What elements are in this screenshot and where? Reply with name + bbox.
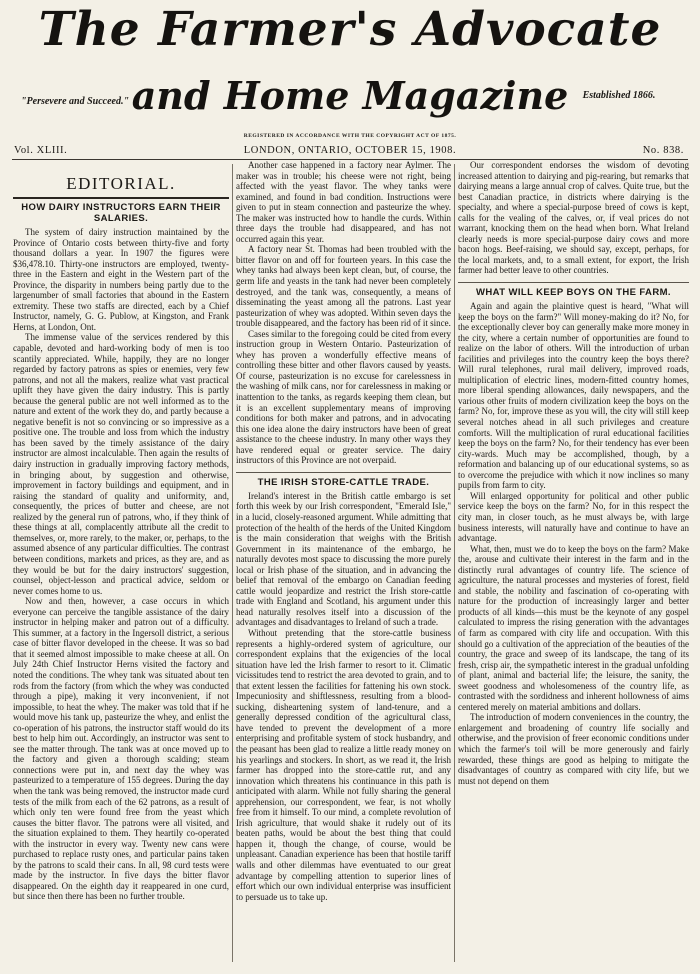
copyright-notice: REGISTERED IN ACCORDANCE WITH THE COPYRIGHT ACT OF 1875. xyxy=(243,133,457,139)
article-paragraph: The system of dairy instruction maintained by the Province of Ontario costs between thirty-five and forty thousand dollars a year. In 1907 the figures were $36,478.10. Thirty-one instructors are employed, twenty-three in the Eastern and eight in the Western part of the Province, the disparity in numbers being partly due to the largenumber of small factories that abound in the Eastern extremity. These two staffs are directed, each by a Chief Instructor, namely, G. G. Publow, at Kingston, and Frank Herns, at London, Ont. xyxy=(13,227,229,332)
article-paragraph: A factory near St. Thomas had been troubled with the bitter flavor on and off for fourteen years. In this case the whey tanks had always been kept clean, but, of course, the germ life and yeasts in the tank had never been completely destroyed, and the tank was, consequently, a means of disseminating the yeast among all the patrons. Last year pasteurization of whey was adopted. Within seven days the trouble disappeared, and the factory has been rid of it since. xyxy=(236,244,451,329)
article-paragraph: The introduction of modern conveniences in the country, the enlargement and broadening of country life socially and otherwise, and the provision of freer economic conditions under which the farmer's toil will be more generously and fairly rewarded, these things are good as helping to mitigate the disadvantages of country as compared with city life, but we must not depend on them xyxy=(458,712,689,786)
column-3 xyxy=(458,160,689,968)
section-rule xyxy=(13,197,229,199)
masthead-subtitle: and Home Magazine xyxy=(131,73,569,118)
article-divider xyxy=(458,282,689,283)
volume-number: Vol. XLIII. xyxy=(14,145,68,156)
article-paragraph: What, then, must we do to keep the boys on the farm? Make the, arouse and cultivate their interest in the farm and in the distinctly rural advantages of country life. The science of agriculture, the natural processes and mysteries of forest, field and stable, the nobility and fascination of co-operating with nature for the production of increasingly larger and better products of all kinds—this must be the keynote of any gospel calculated to impress the rising generation with the advantages of farm as compared with city life and occupation. With this should go a cultivation of the appreciation of the beauties of the country, the grace and sweep of its landscape, the tang of its fresh, crisp air, the sympathetic interest in the gradual unfolding of plant, animal and bacterial life; the leisure, the sanity, the sweet goodness and wholesomeness of the country life, as contrasted with the sordidness and inherent hollowness of aims centered merely on material ambitions and dollars. xyxy=(458,543,689,712)
article-paragraph: Without pretending that the store-cattle business represents a highly-ordered system of agriculture, our correspondent explains that the exigencies of the local situation have led the Irish farmer to resort to it. Climatic vicissitudes tend to restrict the area devoted to grain, and to that extent lessen the facilities for fattening his own stock. Impecuniosity and shiftlessness, resulting from a blood-sucking, disheartening system of land-tenure, and a generally depressed condition of the agricultural class, have tended to prevent the development of a more enterprising and profitable system of stock husbandry, and the peasant has been glad to realize a little ready money on his yearlings and stockers. In short, as we read it, the Irish farmer has dropped into the store-cattle rut, and any innovation which threatens his continuance in this path is anticipated with alarm. While not fully sharing the general apprehension, our correspondent, we fear, is not wholly free from it himself. To our mind, a complete revolution of Irish agriculture, that would shake it rudely out of its beaten paths, would be about the best thing that could happen it, though the change, of course, would be unpleasant. Canadian experience has been that hostile tariff walls and other dilemmas have eventuated to our great advantage by compelling attention to superior lines of effort which our own individual enterprise was insufficient to persuade us to take up. xyxy=(236,627,451,902)
article-paragraph: The immense value of the services rendered by this capable, devoted and hard-working body of men is too scantily appreciated. While, happily, they are no longer regarded by factory patrons as spies or enemies, very few patrons, and not all the makers, realize what vast practical uplift they have given the dairy industry. This is partly because the general public are not well informed as to the nature and extent of the work they do, and partly because a negative benefit is not so convincing or so impressive as a positive one. The trouble and loss from which the industry has been saved by the timely assistance of the dairy instructor are almost incalculable. Then again the results of dairy instruction in gradually improving factory methods, in bringing about, by suggestion and otherwise, improvement in factory buildings and equipment, and in raising the standard of quality and uniformity, and, consequently, the prices of butter and cheese, are not realized by the general run of patrons, who, if they think of these things at all, complacently attribute all the credit to themselves, or, more rarely, to the maker, or, perhaps, to the assumed absence of any particular difficulties. The contrast between conditions, markets and prices, as they are, and as they would be but for the dairy instructors' suggestion, counsel, object-lesson and practical advice, seldom or never comes home to us. xyxy=(13,332,229,596)
article-title-boys-on-farm: WHAT WILL KEEP BOYS ON THE FARM. xyxy=(476,287,671,299)
column-rule xyxy=(454,164,455,962)
issue-number: No. 838. xyxy=(642,145,684,156)
article-paragraph: Our correspondent endorses the wisdom of devoting increased attention to dairying and pig-rearing, but remarks that dairying means a large annual crop of calves. Quite true, but the best Canadian practice, in districts where dairying is the specialty, and where a special-purpose breed of cows is kept, calls for the vealing of the calves, or, if veal prices do not warrant, knocking them on the head when born. What Ireland clearly needs is more special-purpose dairy cows and more bacon hogs. Beef-raising, we should say, except, perhaps, for the local markets, and, to a small extent, for export, the Irish farmer had better leave to other countries. xyxy=(458,160,689,276)
column-2 xyxy=(236,160,451,968)
article-paragraph: Now and then, however, a case occurs in which everyone can perceive the tangible assistance of the dairy instructor in helping maker and patron out of a difficulty. This summer, at a factory in the Ingersoll district, a serious case of bitter flavor developed in the cheese. It was so bad that it seemed almost impossible to make cheese at all. On July 24th Chief Instructor Herns visited the factory and noted the conditions. The whey tank was situated about ten rods from the factory (from which the whey was conducted through a pipe), making it very inconvenient, if not impossible, to heat the whey. The maker was told that if he would move his tank up, pasteurize the whey, and enlist the co-operation of his patrons, the instructor staff would do its best to help him out. Accordingly, an instructor was sent to see the matter through. The tank was at once moved up to the factory and given a thorough scalding; steam connections were put in, and next day the whey was pasteurized to a temperature of 155 degrees. During the day when the tank was being removed, the instructor made curd tests of the milk from each of the 62 patrons, as a result of which only ten were found free from the yeast which causes the bitter flavor. The patrons were all visited, and the situation explained to them. They heartily co-operated with the instructor in every way. Twenty new cans were purchased to replace rusty ones, and particular pains taken by the patrons to scald their cans. In all, 98 curd tests were made by the instructor. In five days the bitter flavor disappeared. On the eighth day it reappeared in one curd, but since then there has been no further trouble. xyxy=(13,596,229,902)
article-paragraph: Again and again the plaintive quest is heard, "What will keep the boys on the farm?" Will money-making do it? No, for the exceptionally clever boy can generally make more money in the city, where a certain number of opportunities are found to realize on the labor of others. Will the introduction of urban facilities and privileges into the country keep the boys there? Will rural telephones, rural mail delivery, improved roads, multiplication of electric lines, modern-fitted country homes, more liberal spending allowances, daily newspapers, and the various other fruits of modern civilization keep the boys on the farm? No, for, improve these as you will, the city will still keep several notches ahead in all such privileges and creature comforts. Will the multiplication of rural educational facilities keep the boys on the farm? No, for their tendency has ever been city-wards. Much may be accomplished, though, by a reformation and balancing up of our educational systems, so as to overcome the prejudice with which it now inclines so many pupils from farm to city. xyxy=(458,301,689,491)
masthead-established: Established 1866. xyxy=(582,90,656,101)
section-title: EDITORIAL. xyxy=(66,174,176,193)
article-title-irish-cattle: THE IRISH STORE-CATTLE TRADE. xyxy=(257,476,430,488)
dateline: LONDON, ONTARIO, OCTOBER 15, 1908. xyxy=(243,145,457,156)
article-divider xyxy=(236,472,451,473)
article-paragraph: Will enlarged opportunity for political and other public service keep the boys on the farm? No, for in this respect the city man, in closer touch, as he must always be, with large business interests, will naturally have and continue to have an advantage. xyxy=(458,490,689,544)
masthead-motto: "Persevere and Succeed." xyxy=(20,96,130,107)
article-paragraph: Ireland's interest in the British cattle embargo is set forth this week by our Irish correspondent, "Emerald Isle," in a lucid, closely-reasoned argument. While admitting that protection of the health of the herds of the United Kingdom is the main consideration that weighs with the British Government in its maintenance of the embargo, he naturally devotes most space to discussing the more purely local or Irish phase of the situation, and in advancing the belief that removal of the embargo on Canadian feeding cattle would jeopardize and restrict the Irish store-cattle trade with England and Scotland, his argument under this head naturally resolves itself into a discussion of the advantages and disadvantages to Ireland of such a trade. xyxy=(236,490,451,628)
masthead-title: The Farmer's Advocate xyxy=(38,2,662,57)
column-rule xyxy=(232,164,233,962)
article-paragraph: Another case happened in a factory near Aylmer. The maker was in trouble; his cheese were not right, being affected with the yeast flavor. The whey tanks were examined, and found in bad condition. Instructions were given to put in steam connection and pasteurize the whey. The maker was instructed how to handle the curds. Within three days the trouble had disappeared, and has not occurred again this year. xyxy=(236,160,451,244)
article-title-dairy-instructors: HOW DAIRY INSTRUCTORS EARN THEIR SALARIES. xyxy=(21,202,221,224)
column-1 xyxy=(13,160,229,968)
article-paragraph: Cases similar to the foregoing could be cited from every instruction group in Western Ontario. Pasteurization of whey has proven a wonderfully effective means of controlling these bitter and other flavors caused by yeasts. Of course, pasteurization is no excuse for carelessness in the washing of milk cans, nor for carelessness in making or inattention to the tanks, as regards keeping them clean, but it is an excellent supplementary means of improving conditions for both maker and patrons, and in advocating this one idea alone the dairy instructors have been of great assistance to the cheese industry. In many other ways they have rendered equal or greater service. The dairy instructors of this Province are not overpaid. xyxy=(236,328,451,466)
